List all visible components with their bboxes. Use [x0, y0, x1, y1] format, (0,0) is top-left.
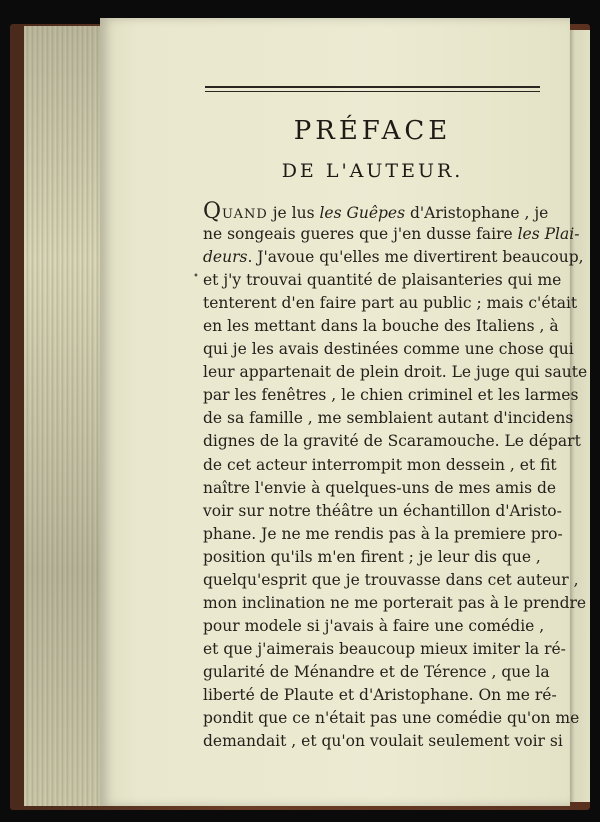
text-line: demandait , et qu'on voulait seulement voir si: [203, 732, 563, 751]
text-line: position qu'ils m'en firent ; je leur dis que ,: [203, 547, 541, 566]
text-line: pondit que ce n'était pas une comédie qu'on me: [203, 709, 580, 728]
text-line: pour modele si j'avais à faire une comédie ,: [203, 616, 545, 635]
text-line: de cet acteur interrompit mon dessein , et fit: [203, 455, 557, 474]
text-line: dignes de la gravité de Scaramouche. Le départ: [203, 432, 581, 451]
italic-title: les Guêpes: [319, 204, 406, 222]
text-line: qui je les avais destinées comme une chose qui: [203, 340, 574, 359]
text-line: liberté de Plaute et d'Aristophane. On me ré-: [203, 685, 557, 704]
text-line: QUAND je lus les Guêpes d'Aristophane , je: [203, 199, 549, 224]
preface-text: [203, 199, 588, 753]
text-line: phane. Je ne me rendis pas à la premiere pro-: [203, 524, 563, 543]
text-line: en les mettant dans la bouche des Italiens , à: [203, 317, 559, 336]
text-line: mon inclination ne me porterait pas à le prendre: [203, 593, 587, 612]
page-subtitle: DE L'AUTEUR.: [281, 160, 464, 182]
text-line: de sa famille , me semblaient autant d'incidens: [203, 409, 574, 428]
page-edges: [24, 26, 104, 806]
head-rule-bottom: [205, 91, 540, 92]
drop-cap: Q: [203, 199, 223, 224]
text-line: tenterent d'en faire part au public ; mais c'était: [203, 294, 578, 313]
text-line: ne songeais gueres que j'en dusse faire les Plai-: [203, 225, 580, 244]
text-line: deurs. J'avoue qu'elles me divertirent beaucoup,: [203, 248, 584, 267]
margin-mark: •: [193, 271, 199, 282]
italic-title: deurs: [203, 248, 248, 267]
text-line: voir sur notre théâtre un échantillon d'Aristo-: [203, 501, 562, 520]
text-line: et que j'aimerais beaucoup mieux imiter la ré-: [203, 639, 566, 658]
text-line: leur appartenait de plein droit. Le juge qui saute: [203, 363, 588, 382]
text-line: gularité de Ménandre et de Térence , que la: [203, 662, 550, 681]
text-line: quelqu'esprit que je trouvasse dans cet auteur ,: [203, 570, 579, 589]
text-line: par les fenêtres , le chien criminel et les larmes: [203, 386, 579, 405]
text-line: et j'y trouvai quantité de plaisanteries qui me: [203, 271, 562, 290]
italic-title: les Plai-: [517, 225, 580, 244]
page-title: PRÉFACE: [293, 116, 452, 146]
head-rule-top: [205, 86, 540, 88]
text-line: naître l'envie à quelques-uns de mes amis de: [203, 478, 557, 497]
drop-cap-rest: UAND: [222, 207, 268, 222]
